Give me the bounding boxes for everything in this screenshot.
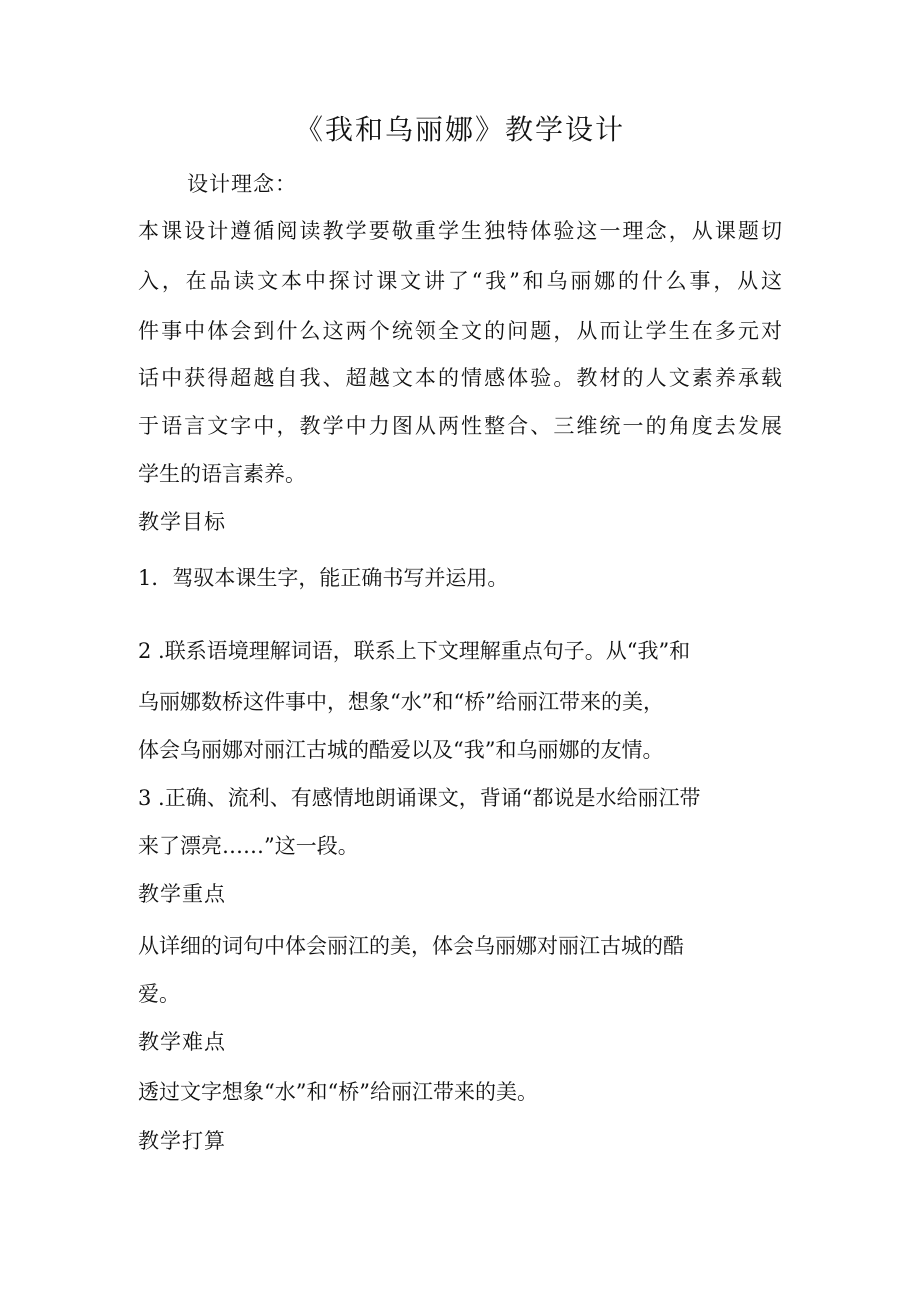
- goal-item-2-line: 体会乌丽娜对丽江古城的酷爱以及“我”和乌丽娜的友情。: [138, 738, 664, 762]
- goal-item-3-line: 3 .正确、流利、有感情地朗诵课文，背诵“都说是水给丽江带: [138, 786, 701, 810]
- goal-item-2-line: 乌丽娜数桥这件事中，想象“水”和“桥”给丽江带来的美，: [138, 690, 664, 714]
- goals-heading: 教学目标: [138, 510, 226, 534]
- difficulty-heading: 教学难点: [138, 1030, 226, 1054]
- key-line: 从详细的词句中体会丽江的美，体会乌丽娜对丽江古城的酷: [138, 934, 684, 958]
- goal-item-1: 1．驾驭本课生字，能正确书写并运用。: [138, 566, 509, 590]
- key-heading: 教学重点: [138, 882, 226, 906]
- document-title: 《我和乌丽娜》教学设计: [294, 113, 625, 146]
- plan-heading: 教学打算: [138, 1129, 226, 1153]
- concept-line: 学生的语言素养。: [138, 462, 306, 486]
- concept-line: 于语言文字中，教学中力图从两性整合、三维统一的角度去发展: [138, 414, 782, 438]
- concept-line: 入，在品读文本中探讨课文讲了“我”和乌丽娜的什么事，从这: [138, 269, 782, 293]
- goal-item-3-line: 来了漂亮……”这一段。: [138, 834, 359, 858]
- key-line: 爱。: [138, 982, 180, 1006]
- concept-line: 本课设计遵循阅读教学要敬重学生独特体验这一理念，从课题切: [138, 219, 782, 243]
- concept-line: 件事中体会到什么这两个统领全文的问题，从而让学生在多元对: [138, 319, 782, 343]
- difficulty-text: 透过文字想象“水”和“桥”给丽江带来的美。: [138, 1080, 538, 1104]
- concept-line: 话中获得超越自我、超越文本的情感体验。教材的人文素养承载: [138, 366, 782, 390]
- goal-item-2-line: 2 .联系语境理解词语，联系上下文理解重点句子。从“我”和: [138, 639, 691, 663]
- concept-heading: 设计理念：: [187, 172, 297, 196]
